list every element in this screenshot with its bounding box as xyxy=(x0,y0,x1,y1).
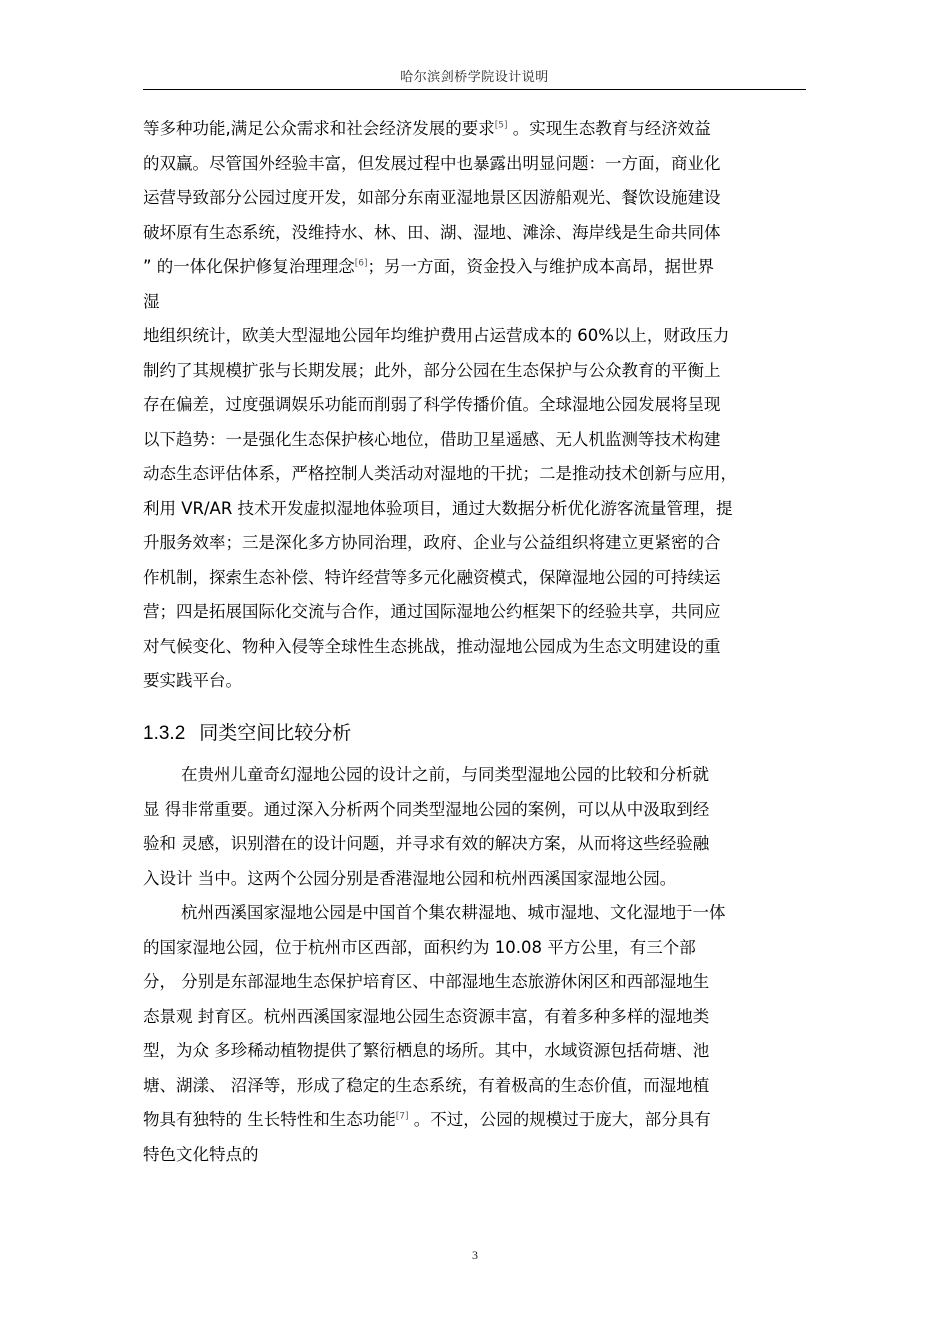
paragraph-xixi xyxy=(143,896,823,1172)
heading-title: 同类空间比较分析 xyxy=(199,721,352,744)
line-text: 升服务效率；三是深化多方协同治理，政府、企业与公益组织将建立更紧密的合 xyxy=(143,533,721,552)
line-text: 物具有独特的 生长特性和生态功能 xyxy=(143,1110,396,1129)
citation-ref: [5] xyxy=(494,120,508,131)
line-text: ” 的一体化保护修复治理理念 xyxy=(143,257,355,276)
line-text: 特色文化特点的 xyxy=(143,1144,259,1164)
line-text: 要实践平台。 xyxy=(143,671,242,690)
text-line xyxy=(143,1138,823,1173)
line-text-after-ref: ；另一方面，资金投入与维护成本高昂，据世界 xyxy=(367,257,715,276)
text-line xyxy=(143,250,823,285)
heading-number: 1.3.2 xyxy=(143,722,186,744)
line-text: 入设计 当中。这两个公园分别是香港湿地公园和杭州西溪国家湿地公园。 xyxy=(143,868,677,888)
text-line xyxy=(143,1034,823,1069)
line-text: 地组织统计，欧美大型湿地公园年均维护费用占运营成本的 60%以上，财政压力 xyxy=(143,326,730,345)
text-line xyxy=(143,112,823,147)
line-text: 营；四是拓展国际化交流与合作，通过国际湿地公约框架下的经验共享，共同应 xyxy=(143,602,721,621)
line-text: 显 得非常重要。通过深入分析两个同类型湿地公园的案例，可以从中汲取到经 xyxy=(143,799,710,819)
text-line xyxy=(143,793,823,828)
paragraph-comparison xyxy=(143,758,823,896)
line-text: 破坏原有生态系统，没维持水、林、田、湖、湿地、滩涂、海岸线是生命共同体 xyxy=(143,222,721,242)
line-text: 的国家湿地公园，位于杭州市区西部，面积约为 10.08 平方公里，有三个部 xyxy=(143,937,696,957)
text-line xyxy=(143,181,823,216)
line-text-after-ref: 。实现生态教育与经济效益 xyxy=(507,119,711,138)
section-heading xyxy=(143,716,823,751)
body-text xyxy=(143,112,823,1172)
line-text: 杭州西溪国家湿地公园是中国首个集农耕湿地、城市湿地、文化湿地于一体 xyxy=(181,903,726,922)
line-text: 验和 灵感，识别潜在的设计问题，并寻求有效的解决方案，从而将这些经验融 xyxy=(143,834,710,853)
text-line xyxy=(143,862,823,897)
text-line xyxy=(143,595,823,630)
text-line xyxy=(143,1069,823,1104)
line-text: 在贵州儿童奇幻湿地公园的设计之前，与同类型湿地公园的比较和分析就 xyxy=(181,765,709,784)
text-line xyxy=(143,354,823,389)
text-line xyxy=(143,965,823,1000)
line-text: 型，为众 多珍稀动植物提供了繁衍栖息的场所。其中，水域资源包括荷塘、池 xyxy=(143,1041,710,1060)
text-line xyxy=(143,896,823,931)
paragraph-intro xyxy=(143,112,823,699)
page-header: 哈尔滨剑桥学院设计说明 xyxy=(400,70,549,85)
line-text: 等多种功能,满足公众需求和社会经济发展的要求 xyxy=(143,119,495,138)
line-text: 的双赢。尽管国外经验丰富，但发展过程中也暴露出明显问题：一方面，商业化 xyxy=(143,153,721,173)
line-text: 对气候变化、物种入侵等全球性生态挑战，推动湿地公园成为生态文明建设的重 xyxy=(143,636,721,656)
page-number: 3 xyxy=(472,1248,478,1262)
text-line xyxy=(143,1000,823,1035)
line-text: 态景观 封育区。杭州西溪国家湿地公园生态资源丰富，有着多种多样的湿地类 xyxy=(143,1006,710,1026)
text-line xyxy=(143,457,823,492)
text-line xyxy=(143,561,823,596)
text-line xyxy=(143,285,823,320)
text-line xyxy=(143,423,823,458)
citation-ref: [7] xyxy=(395,1111,409,1122)
header-divider xyxy=(143,89,806,90)
text-line xyxy=(143,526,823,561)
text-line xyxy=(143,492,823,527)
line-text: 利用 VR/AR 技术开发虚拟湿地体验项目，通过大数据分析优化游客流量管理，提 xyxy=(143,498,733,518)
line-text: 动态生态评估体系，严格控制人类活动对湿地的干扰；二是推动技术创新与应用， xyxy=(143,464,737,483)
text-line xyxy=(143,931,823,966)
text-line xyxy=(143,630,823,665)
line-text: 以下趋势：一是强化生态保护核心地位，借助卫星遥感、无人机监测等技术构建 xyxy=(143,429,721,449)
text-line xyxy=(143,664,823,699)
text-line xyxy=(143,319,823,354)
line-text-after-ref: 。不过，公园的规模过于庞大，部分具有 xyxy=(408,1110,711,1129)
line-text: 湿 xyxy=(143,291,160,311)
text-line xyxy=(143,216,823,251)
text-line xyxy=(143,1103,823,1138)
line-text: 制约了其规模扩张与长期发展；此外，部分公园在生态保护与公众教育的平衡上 xyxy=(143,360,721,380)
text-line xyxy=(143,147,823,182)
text-line xyxy=(143,758,823,793)
line-text: 运营导致部分公园过度开发，如部分东南亚湿地景区因游船观光、餐饮设施建设 xyxy=(143,188,721,207)
line-text: 存在偏差，过度强调娱乐功能而削弱了科学传播价值。全球湿地公园发展将呈现 xyxy=(143,395,721,414)
line-text: 塘、湖漾、 沼泽等，形成了稳定的生态系统，有着极高的生态价值，而湿地植 xyxy=(143,1075,710,1095)
text-line xyxy=(143,827,823,862)
citation-ref: [6] xyxy=(354,258,368,269)
line-text: 作机制，探索生态补偿、特许经营等多元化融资模式，保障湿地公园的可持续运 xyxy=(143,567,721,587)
text-line xyxy=(143,388,823,423)
line-text: 分， 分别是东部湿地生态保护培育区、中部湿地生态旅游休闲区和西部湿地生 xyxy=(143,972,710,991)
